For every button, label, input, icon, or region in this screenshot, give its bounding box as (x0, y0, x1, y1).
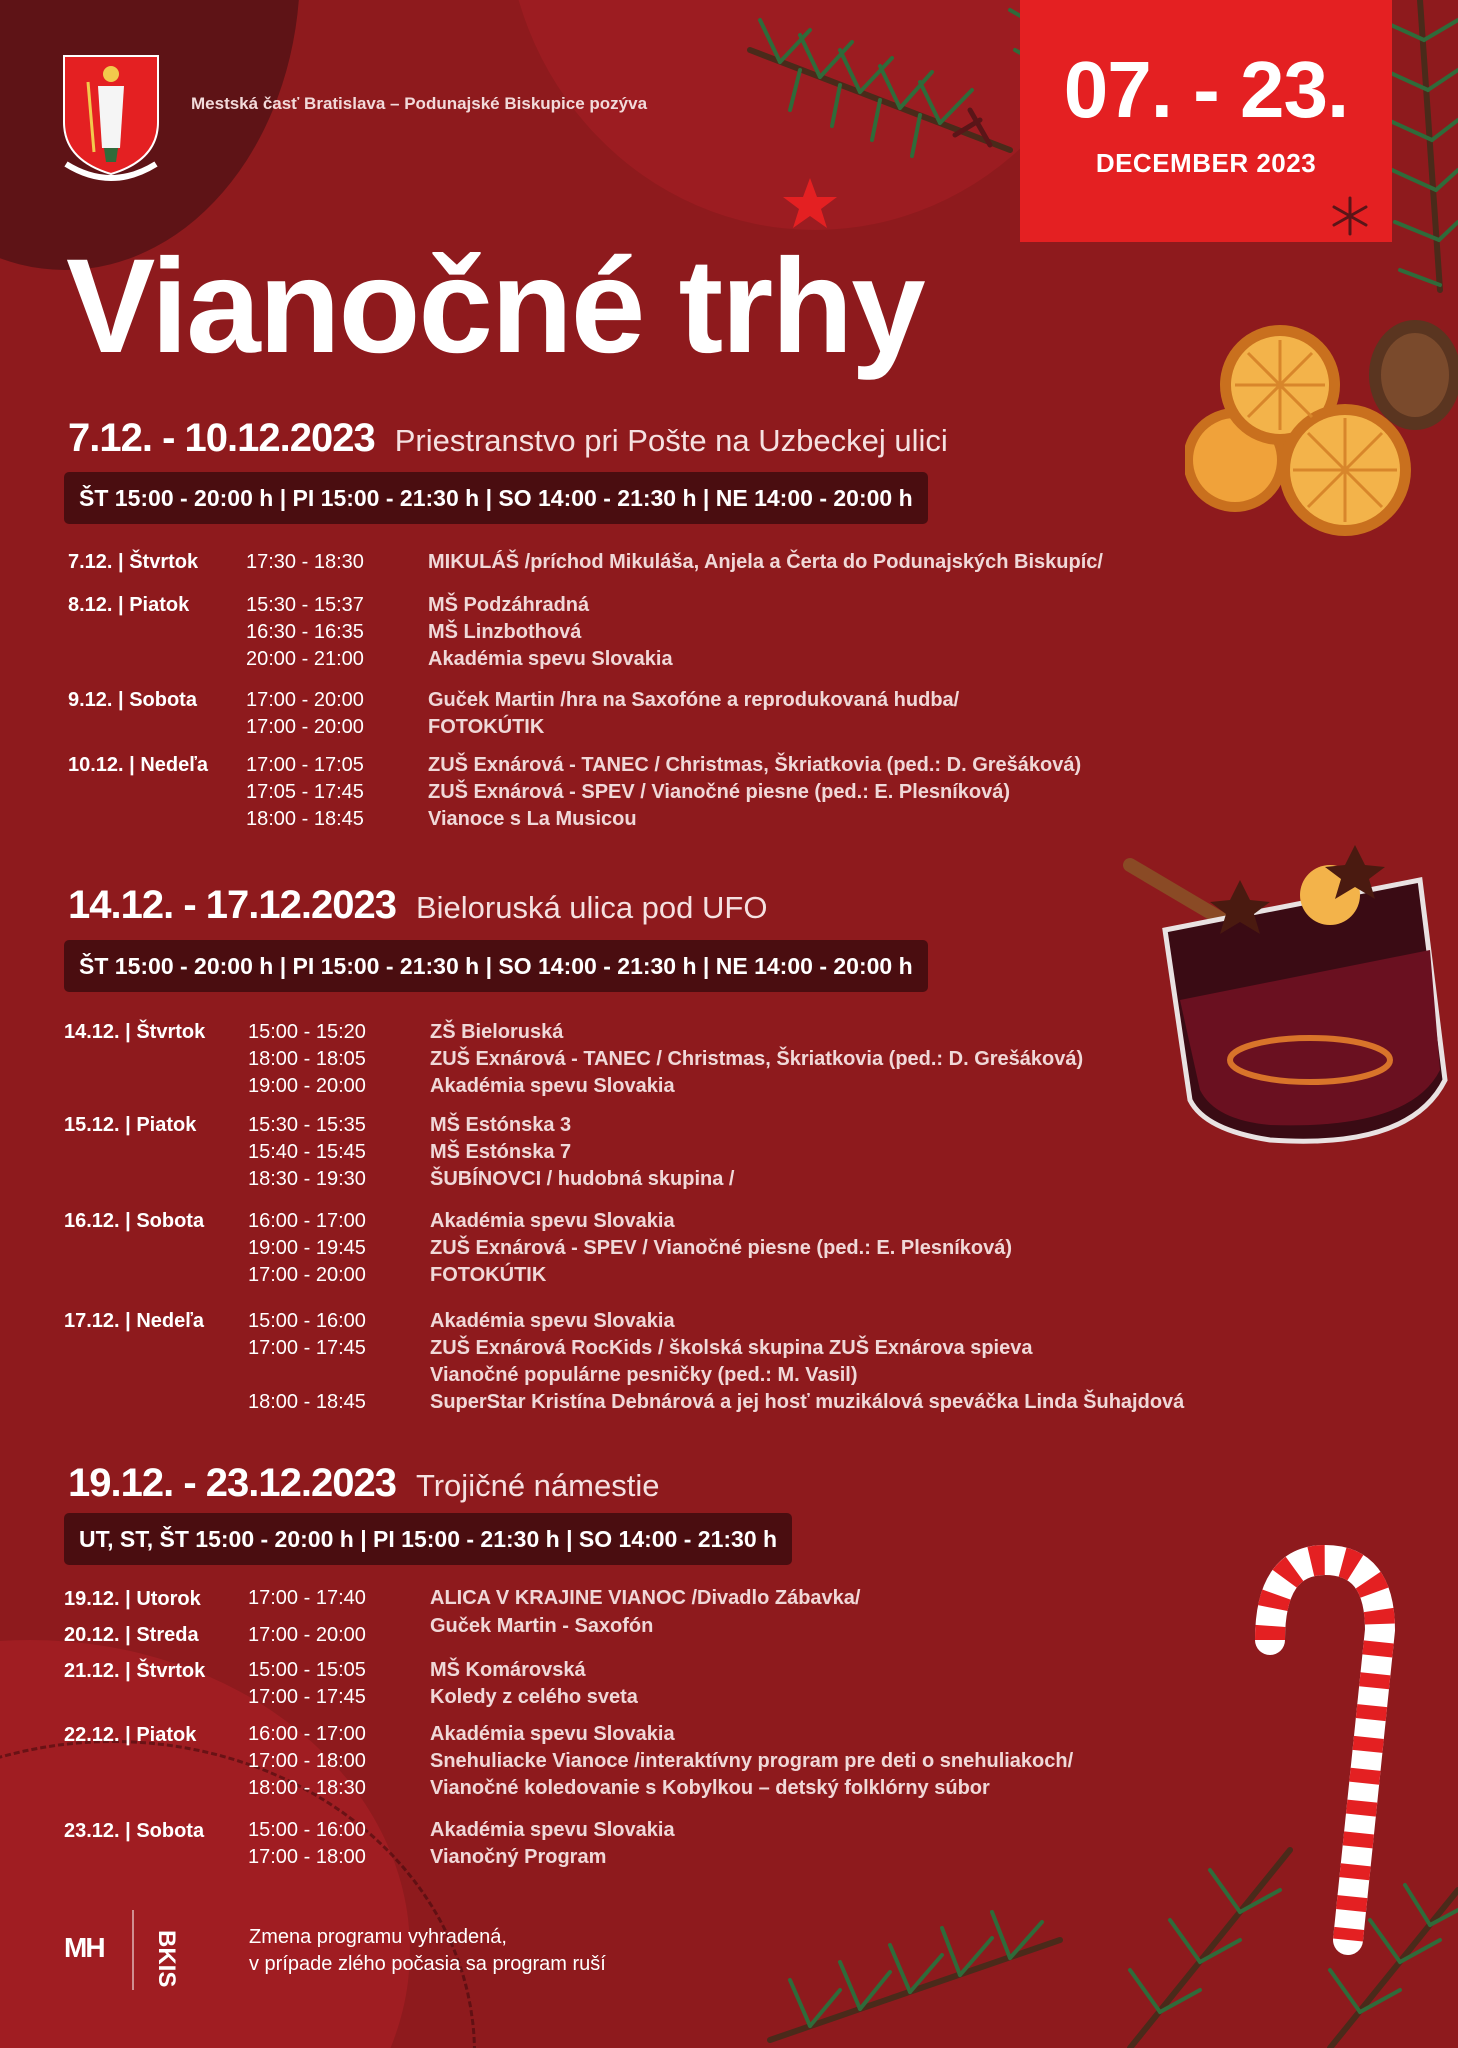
section-location: Priestranstvo pri Pošte na Uzbeckej ulici (394, 423, 948, 458)
section-header (68, 1461, 659, 1506)
section-date-range: 7.12. - 10.12.2023 (68, 416, 375, 460)
day-label: 9.12. | Sobota (68, 689, 197, 711)
mulled-wine-glass-icon (1120, 820, 1458, 1160)
dashed-arc-decoration (0, 1740, 476, 2048)
date-banner (1020, 0, 1392, 242)
day-label: 8.12. | Piatok (68, 594, 190, 616)
footer-note-line: v prípade zlého počasia sa program ruší (249, 1953, 606, 1975)
section-date-range: 19.12. - 23.12.2023 (68, 1461, 396, 1505)
coat-of-arms-icon (58, 52, 164, 184)
mh-logo: MH (64, 1932, 104, 1963)
day-label: 7.12. | Štvrtok (68, 551, 199, 573)
day-label: 20.12. | Streda (64, 1624, 199, 1646)
section-header (68, 416, 948, 461)
section-location: Trojičné námestie (415, 1468, 660, 1503)
section-header (68, 883, 767, 928)
day-label: 10.12. | Nedeľa (68, 754, 209, 776)
orange-slice-icon (1185, 310, 1458, 545)
footer-note-line: Zmena programu vyhradená, (249, 1926, 507, 1948)
day-label: 15.12. | Piatok (64, 1114, 197, 1136)
date-range: 07. - 23. (1063, 45, 1349, 134)
day-label: 16.12. | Sobota (64, 1210, 205, 1232)
footer-note (249, 1924, 606, 1978)
date-month: DECEMBER 2023 (1095, 148, 1317, 178)
opening-hours-bar: ŠT 15:00 - 20:00 h | PI 15:00 - 21:30 h | SO 14:00 - 21:30 h | NE 14:00 - 20:00 h (64, 940, 928, 992)
fir-branch-icon (730, 1740, 1458, 2048)
page-title: Vianočné trhy (66, 232, 924, 381)
section-location: Bieloruská ulica pod UFO (415, 890, 768, 925)
day-label: 22.12. | Piatok (64, 1724, 197, 1746)
bkis-logo: BKIS (153, 1930, 180, 1988)
star-icon (783, 178, 837, 228)
organizer-invitation: Mestská časť Bratislava – Podunajské Biskupice pozýva (191, 94, 648, 113)
opening-hours-bar: UT, ST, ŠT 15:00 - 20:00 h | PI 15:00 - 21:30 h | SO 14:00 - 21:30 h (64, 1513, 792, 1565)
poster: Mestská časť Bratislava – Podunajské Biskupice pozýva 07. - 23. DECEMBER 2023 Vianočné trhy 7.12. - 10.12.2023 Priestranstvo pri Pošte na Uzbeckej ulici ŠT 15:00 - 20:00 h | PI 15:00 - 21:30 h | SO 14:00 - 21:30 h | NE 14:00 - 20:00 h 7.12. | Štvrtok 17:30 - 18:30 MIKULÁŠ /príchod Mikuláša, Anjela a Čerta do Podunajských Biskupíc/ 8.12. | Piatok 15:30 - 15:37 MŠ Podzáhradná 16:30 - 16:35 MŠ Linzbothová 20:00 - 21:00 Akadémia spevu Slovakia 9.12. | Sobota 17:00 - 20:00 Guček Martin /hra na Saxofóne a reprodukovaná hudba/ 17:00 - 20:00 FOTOKÚTIK 10.12. | Nedeľa 17:00 - 17:05 ZUŠ Exnárová - TANEC / Christmas, Škriatkovia (ped.: D. Grešáková) 17:05 - 17:45 ZUŠ Exnárová - SPEV / Vianočné piesne (ped.: E. Plesníková) 18:00 - 18:45 Vianoce s La Musicou 14.12. - 17.12.2023 Bieloruská ulica pod UFO ŠT 15:00 - 20:00 h | PI 15:00 - 21:30 h | SO 14:00 - 21:30 h | NE 14:00 - 20:00 h 14.12. | Štvrtok 15:00 - 15:20 ZŠ Bieloruská 18:00 - 18:05 ZUŠ Exnárová - TANEC / Christmas, Škriatkovia (ped.: D. Grešáková) 19:00 - 20:00 Akadémia spevu Slovakia 15.12. | Piatok 15:30 - 15:35 MŠ Estónska 3 15:40 - 15:45 MŠ Estónska 7 18:30 - 19:30 ŠUBÍNOVCI / hudobná skupina / 16.12. | Sobota 16:00 - 17:00 Akadémia spevu Slovakia 19:00 - 19:45 ZUŠ Exnárová - SPEV / Vianočné piesne (ped.: E. Plesníková) 17:00 - 20:00 FOTOKÚTIK 17.12. | Nedeľa 15:00 - 16:00 Akadémia spevu Slovakia 17:00 - 17:45 ZUŠ Exnárová RocKids / školská skupina ZUŠ Exnárova spieva Vianočné populárne pesničky (ped.: M. Vasil) 18:00 - 18:45 SuperStar Kristína Debnárová a jej hosť muzikálová speváčka Linda Šuhajdová 19.12. - 23.12.2023 Trojičné námestie UT, ST, ŠT 15:00 - 20:00 h | PI 15:00 - 21:30 h | SO 14:00 - 21:30 h 19.12. | Utorok 17:00 - 17:40 ALICA V KRAJINE VIANOC /Divadlo Zábavka/ 20.12. | Streda 17:00 - 20:00 Guček Martin - Saxofón 21.12. | Štvrtok 15:00 - 15:05 MŠ Komárovská 17:00 - 17:45 Koledy z celého sveta 22.12. | Piatok 16:00 - 17:00 Akadémia spevu Slovakia 17:00 - 18:00 Snehuliacke Vianoce /interaktívny program pre deti o snehuliakoch/ 18:00 - 18:30 Vianočné koledovanie s Kobylkou – detský folklórny súbor 23.12. | Sobota 15:00 - 16:00 Akadémia spevu Slovakia 17:00 - 18:00 Vianočný Program MH BKIS Zmena programu vyhradená, v prípade zlého počasia sa program ruší (0, 0, 1458, 2048)
opening-hours-bar: ŠT 15:00 - 20:00 h | PI 15:00 - 21:30 h | SO 14:00 - 21:30 h | NE 14:00 - 20:00 h (64, 472, 928, 524)
day-label: 21.12. | Štvrtok (64, 1660, 206, 1682)
day-label: 19.12. | Utorok (64, 1588, 201, 1610)
day-label: 17.12. | Nedeľa (64, 1310, 205, 1332)
pine-cone-icon (1369, 320, 1458, 430)
day-label: 23.12. | Sobota (64, 1820, 205, 1842)
section-date-range: 14.12. - 17.12.2023 (68, 883, 396, 927)
snowflake-icon (1330, 196, 1370, 236)
day-label: 14.12. | Štvrtok (64, 1021, 206, 1043)
logo-divider (132, 1910, 134, 1990)
